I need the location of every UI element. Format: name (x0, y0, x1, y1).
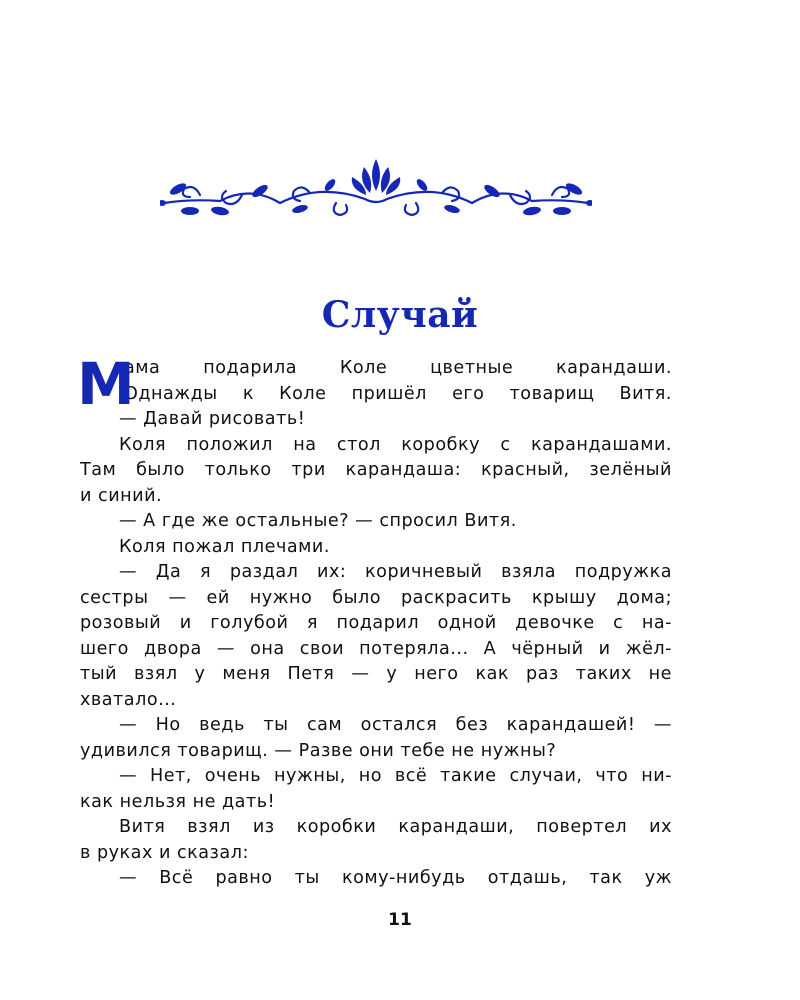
text-line: — Нет, очень нужны, но всё такие случаи, что ни- (119, 766, 672, 786)
text-line: — Давай рисовать! (119, 409, 306, 429)
story-text (77, 350, 672, 892)
page-number: 11 (388, 910, 412, 930)
drop-cap: М (77, 350, 136, 418)
decorative-ornament-icon (160, 155, 592, 217)
text-line: и синий. (80, 485, 163, 506)
text-line: хватало... (80, 689, 177, 710)
text-line: в руках и сказал: (80, 842, 249, 863)
text-line: Витя взял из коробки карандаши, повертел их (119, 817, 672, 837)
text-line: — А где же остальные? — спросил Витя. (119, 511, 517, 531)
text-line: шего двора — она свои потеряла... А чёрный и жёл- (80, 638, 672, 659)
text-line: — Всё равно ты кому-нибудь отдашь, так уж (119, 868, 672, 888)
text-line: тый взял у меня Петя — у него как раз таких не (80, 664, 672, 684)
text-line: как нельзя не дать! (80, 791, 276, 812)
text-line: сестры — ей нужно было раскрасить крышу дома; (80, 587, 672, 608)
text-line: Коля положил на стол коробку с карандашами. (119, 434, 672, 455)
text-line: Однажды к Коле пришёл его товарищ Витя. (124, 383, 672, 404)
text-line: Коля пожал плечами. (119, 536, 330, 557)
text-line: розовый и голубой я подарил одной девочке с на- (80, 613, 672, 633)
text-line: удивился товарищ. — Разве они тебе не нужны? (80, 740, 557, 761)
text-line: — Да я раздал их: коричневый взяла подружка (119, 562, 672, 582)
text-line: Там было только три карандаша: красный, зелёный (80, 460, 672, 480)
text-line: — Но ведь ты сам остался без карандашей! — (119, 715, 672, 735)
page-title: Случай (321, 294, 479, 336)
text-line: ама подарила Коле цветные карандаши. (124, 358, 672, 378)
